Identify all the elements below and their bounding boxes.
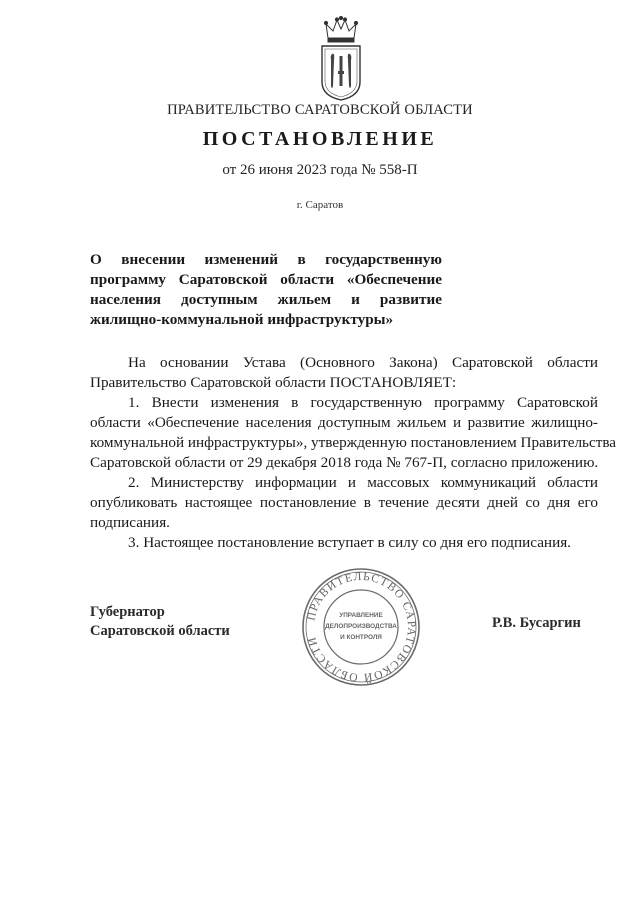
stamp-outer-text: ПРАВИТЕЛЬСТВО САРАТОВСКОЙ ОБЛАСТИ [305, 570, 418, 684]
signer-role [90, 603, 230, 641]
stamp-inner-line: УПРАВЛЕНИЕ [339, 612, 383, 619]
subject-line: О внесении изменений в государственную [90, 251, 442, 268]
signer-name: Р.В. Бусаргин [492, 615, 581, 631]
body-line: На основании Устава (Основного Закона) Саратовской области [128, 354, 598, 371]
document-subject [90, 250, 442, 330]
body-line: области «Обеспечение населения доступным жильем и развитие жилищно- [90, 414, 598, 431]
document-body [90, 353, 617, 553]
document-date-number: от 26 июня 2023 года № 558-П [222, 162, 418, 178]
subject-line: населения доступным жильем и развитие [90, 291, 442, 308]
coat-of-arms-emblem [318, 16, 364, 102]
body-line: коммунальной инфраструктуры», утвержденную постановлением Правительства [90, 434, 617, 451]
body-line: опубликовать настоящее постановление в течение десяти дней со дня его [90, 494, 598, 511]
official-stamp [300, 566, 422, 688]
stamp-inner-line: ДЕЛОПРОИЗВОДСТВА [325, 623, 397, 630]
body-line: 2. Министерству информации и массовых коммуникаций области [128, 474, 598, 491]
body-line: Саратовской области от 29 декабря 2018 года № 767-П, согласно приложению. [90, 454, 599, 471]
body-line: 1. Внести изменения в государственную программу Саратовской [128, 394, 598, 411]
body-line: подписания. [90, 514, 170, 531]
subject-line: программу Саратовской области «Обеспечение [90, 271, 442, 288]
organization-name: ПРАВИТЕЛЬСТВО САРАТОВСКОЙ ОБЛАСТИ [167, 102, 473, 118]
document-type-title: ПОСТАНОВЛЕНИЕ [202, 128, 438, 150]
body-line: 3. Настоящее постановление вступает в силу со дня его подписания. [128, 534, 571, 551]
stamp-inner-line: И КОНТРОЛЯ [340, 634, 382, 641]
signer-role-line: Саратовской области [90, 623, 230, 639]
document-city: г. Саратов [296, 199, 344, 211]
subject-line: жилищно-коммунальной инфраструктуры» [90, 311, 394, 328]
signer-role-line: Губернатор [90, 604, 165, 620]
body-line: Правительство Саратовской области ПОСТАНОВЛЯЕТ: [90, 374, 457, 391]
